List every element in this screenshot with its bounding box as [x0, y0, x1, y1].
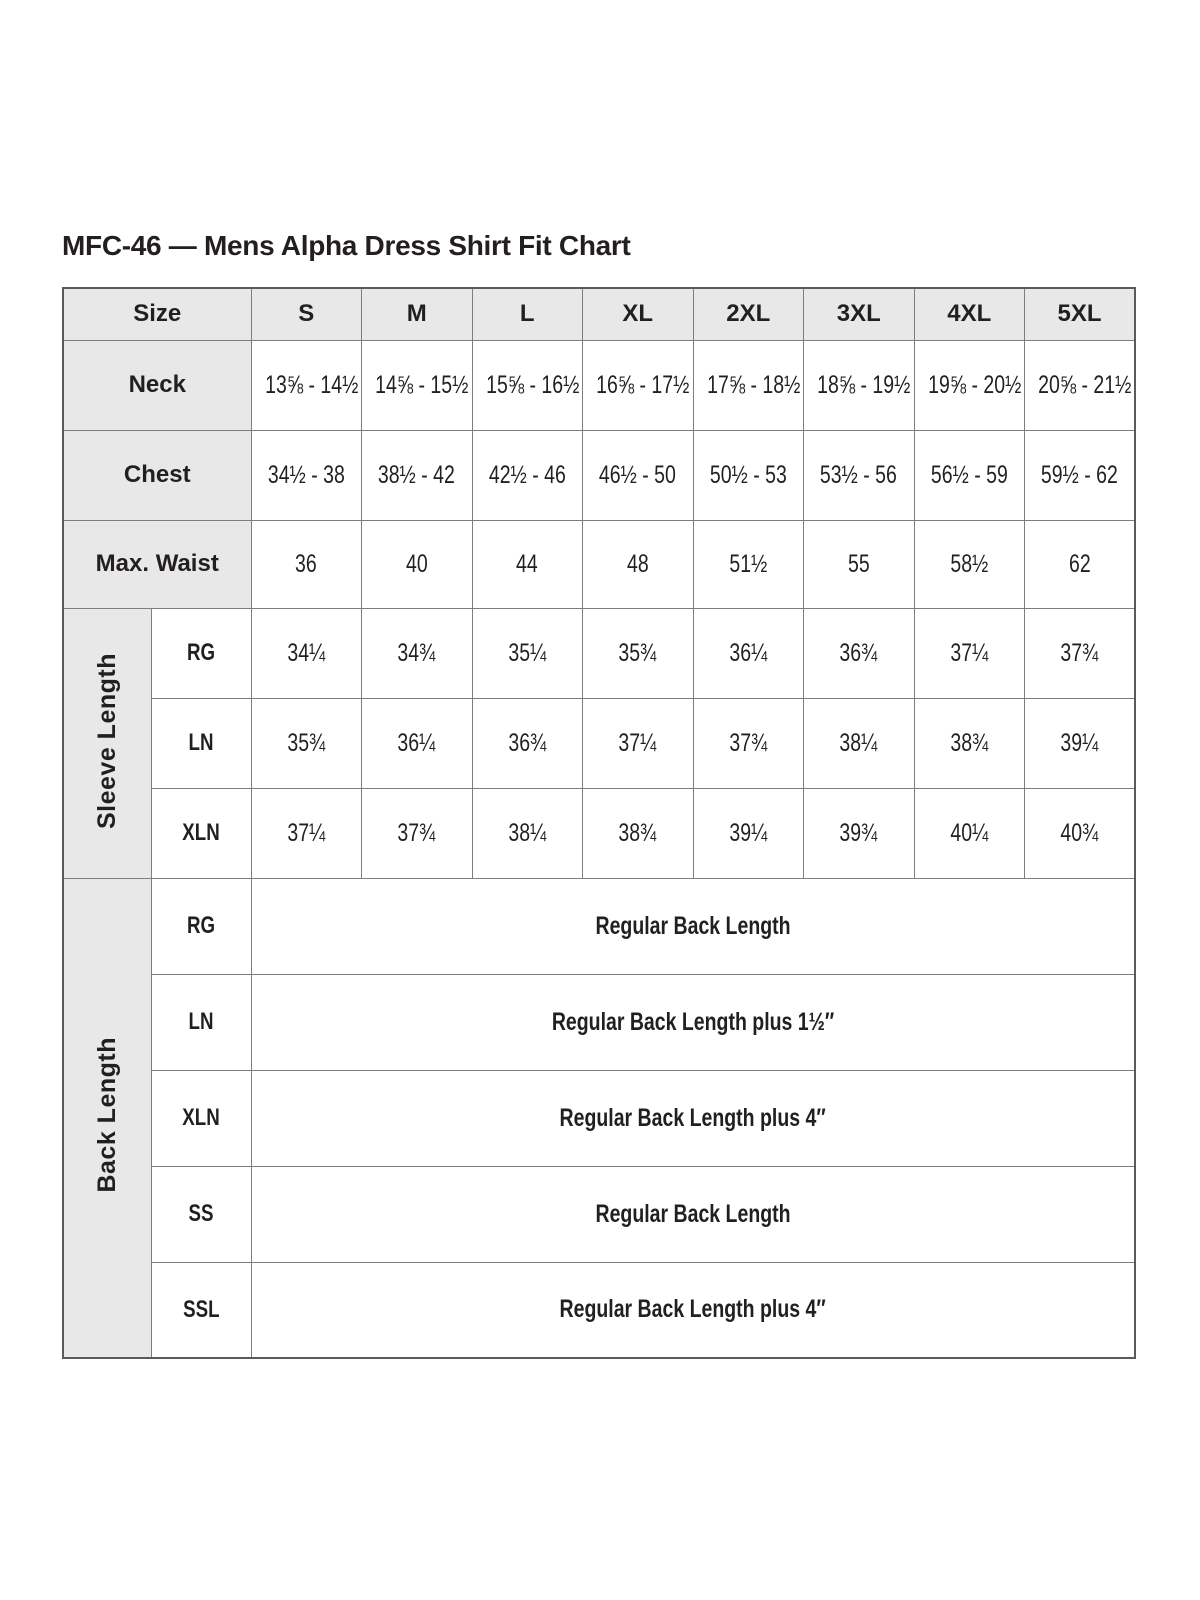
sleeve-rg-cell: 34¾ [362, 608, 473, 698]
size-col-header-l: L [472, 288, 583, 340]
max-waist-row [63, 520, 1135, 608]
back-code-xln: XLN [151, 1070, 251, 1166]
sleeve-xln-cell: 38¾ [583, 788, 694, 878]
neck-row [63, 340, 1135, 430]
row-header-chest: Chest [63, 430, 251, 520]
page-title: MFC-46 — Mens Alpha Dress Shirt Fit Chart [62, 230, 631, 261]
sleeve-code-xln: XLN [151, 788, 251, 878]
max-waist-cell: 48 [583, 520, 694, 608]
chest-cell: 53½ - 56 [804, 430, 915, 520]
max-waist-cell: 62 [1025, 520, 1136, 608]
neck-cell: 14⅝ - 15½ [362, 340, 473, 430]
sleeve-xln-cell: 39¼ [693, 788, 804, 878]
sleeve-xln-cell: 40¾ [1025, 788, 1136, 878]
sleeve-ln-cell: 37¾ [693, 698, 804, 788]
size-col-header-m: M [362, 288, 473, 340]
chest-cell: 46½ - 50 [583, 430, 694, 520]
neck-cell: 15⅝ - 16½ [472, 340, 583, 430]
chest-cell: 42½ - 46 [472, 430, 583, 520]
sleeve-rg-cell: 36¾ [804, 608, 915, 698]
back-xln-description: Regular Back Length plus 4″ [251, 1070, 1135, 1166]
chest-row [63, 430, 1135, 520]
back-ss-row [63, 1166, 1135, 1262]
sleeve-ln-row [63, 698, 1135, 788]
neck-cell: 18⅝ - 19½ [804, 340, 915, 430]
chest-cell: 56½ - 59 [914, 430, 1025, 520]
sleeve-xln-cell: 40¼ [914, 788, 1025, 878]
row-header-max-waist: Max. Waist [63, 520, 251, 608]
sleeve-ln-cell: 36¼ [362, 698, 473, 788]
chest-cell: 38½ - 42 [362, 430, 473, 520]
back-code-ss: SS [151, 1166, 251, 1262]
sleeve-rg-cell: 35¾ [583, 608, 694, 698]
sleeve-rg-cell: 37¼ [914, 608, 1025, 698]
back-xln-row [63, 1070, 1135, 1166]
back-rg-description: Regular Back Length [251, 878, 1135, 974]
max-waist-cell: 58½ [914, 520, 1025, 608]
back-length-section-label: Back Length [63, 878, 151, 1358]
fit-chart-table [62, 287, 1136, 1359]
sleeve-length-section-label: Sleeve Length [63, 608, 151, 878]
sleeve-xln-cell: 39¾ [804, 788, 915, 878]
chest-cell: 59½ - 62 [1025, 430, 1136, 520]
sleeve-xln-cell: 38¼ [472, 788, 583, 878]
back-ln-row [63, 974, 1135, 1070]
sleeve-rg-cell: 35¼ [472, 608, 583, 698]
max-waist-cell: 36 [251, 520, 362, 608]
sleeve-code-rg: RG [151, 608, 251, 698]
sleeve-rg-cell: 37¾ [1025, 608, 1136, 698]
sleeve-ln-cell: 37¼ [583, 698, 694, 788]
back-ss-description: Regular Back Length [251, 1166, 1135, 1262]
sleeve-xln-cell: 37¾ [362, 788, 473, 878]
size-col-header-4xl: 4XL [914, 288, 1025, 340]
sleeve-ln-cell: 39¼ [1025, 698, 1136, 788]
size-header-cell: Size [63, 288, 251, 340]
back-code-ssl: SSL [151, 1262, 251, 1358]
sleeve-ln-cell: 36¾ [472, 698, 583, 788]
back-rg-row [63, 878, 1135, 974]
sleeve-xln-row [63, 788, 1135, 878]
sleeve-code-ln: LN [151, 698, 251, 788]
back-ssl-description: Regular Back Length plus 4″ [251, 1262, 1135, 1358]
sleeve-ln-cell: 38¼ [804, 698, 915, 788]
sleeve-ln-cell: 35¾ [251, 698, 362, 788]
max-waist-cell: 40 [362, 520, 473, 608]
header-row [63, 288, 1135, 340]
neck-cell: 13⅝ - 14½ [251, 340, 362, 430]
size-col-header-5xl: 5XL [1025, 288, 1136, 340]
chest-cell: 50½ - 53 [693, 430, 804, 520]
neck-cell: 20⅝ - 21½ [1025, 340, 1136, 430]
row-header-neck: Neck [63, 340, 251, 430]
sleeve-rg-row [63, 608, 1135, 698]
sleeve-ln-cell: 38¾ [914, 698, 1025, 788]
max-waist-cell: 44 [472, 520, 583, 608]
size-col-header-xl: XL [583, 288, 694, 340]
neck-cell: 17⅝ - 18½ [693, 340, 804, 430]
size-col-header-s: S [251, 288, 362, 340]
sleeve-rg-cell: 36¼ [693, 608, 804, 698]
neck-cell: 19⅝ - 20½ [914, 340, 1025, 430]
sleeve-xln-cell: 37¼ [251, 788, 362, 878]
size-col-header-3xl: 3XL [804, 288, 915, 340]
back-code-ln: LN [151, 974, 251, 1070]
neck-cell: 16⅝ - 17½ [583, 340, 694, 430]
back-ln-description: Regular Back Length plus 1½″ [251, 974, 1135, 1070]
chest-cell: 34½ - 38 [251, 430, 362, 520]
back-ssl-row [63, 1262, 1135, 1358]
max-waist-cell: 51½ [693, 520, 804, 608]
back-code-rg: RG [151, 878, 251, 974]
max-waist-cell: 55 [804, 520, 915, 608]
size-col-header-2xl: 2XL [693, 288, 804, 340]
sleeve-rg-cell: 34¼ [251, 608, 362, 698]
